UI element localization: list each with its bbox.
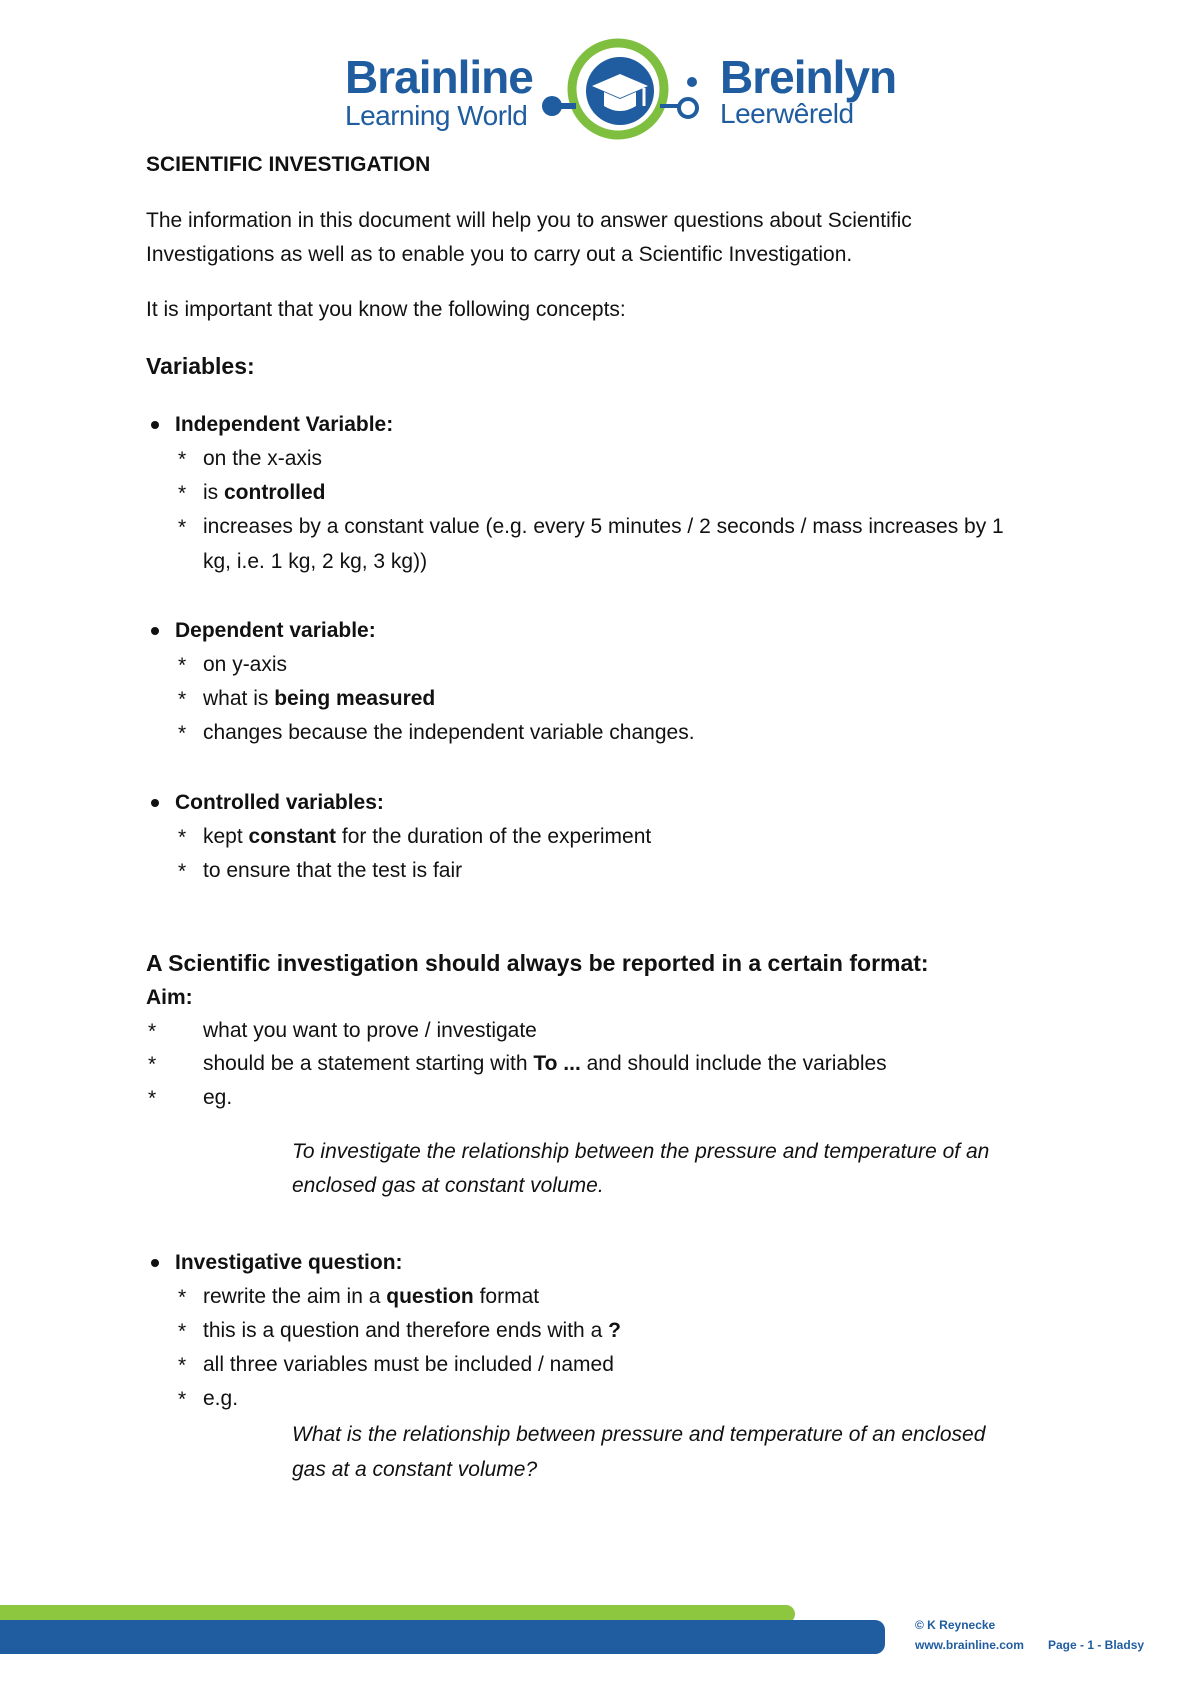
question-point-1-rest: format: [473, 1285, 540, 1308]
aim-example-line-1: To investigate the relationship between the pressure and temperature of an: [292, 1140, 990, 1163]
intro-text-line-1: The information in this document will help you to answer questions about Scientific: [146, 209, 912, 232]
question-point-2-bold: ?: [608, 1319, 621, 1342]
independent-point-2: [203, 478, 326, 508]
footer-website[interactable]: www.brainline.com: [915, 1638, 1024, 1652]
independent-point-2-text: is: [203, 481, 224, 504]
aim-label: Aim:: [146, 986, 193, 1009]
independent-point-3-line-1: increases by a constant value (e.g. every 5 minutes / 2 seconds / mass increases by 1: [203, 515, 1004, 538]
controlled-variables-label: Controlled variables:: [175, 791, 384, 814]
dependent-point-2-bold: being measured: [274, 687, 436, 710]
graduation-cap-logo-icon: [540, 36, 710, 146]
independent-point-2-bold: controlled: [224, 481, 326, 504]
format-heading: A Scientific investigation should always be reported in a certain format:: [146, 950, 929, 976]
brand-name-af: Breinlyn: [720, 51, 897, 103]
question-point-2-text: this is a question and therefore ends with a: [203, 1319, 609, 1342]
star-bullet: *: [178, 448, 187, 471]
footer-copyright: © K Reynecke: [915, 1618, 996, 1632]
controlled-point-2: to ensure that the test is fair: [203, 859, 463, 882]
investigative-question-label: Investigative question:: [175, 1251, 403, 1274]
dependent-point-2-text: what is: [203, 687, 275, 710]
dependent-point-3: changes because the independent variable changes.: [203, 721, 695, 744]
brand-tagline-en: Learning World: [345, 100, 528, 131]
question-point-1: [203, 1282, 539, 1312]
controlled-point-1-text: kept: [203, 825, 249, 848]
controlled-point-1-rest: for the duration of the experiment: [336, 825, 652, 848]
question-point-4: e.g.: [203, 1387, 239, 1410]
document-title: SCIENTIFIC INVESTIGATION: [146, 153, 431, 176]
brand-tagline-af: Leerwêreld: [720, 98, 854, 129]
aim-point-2-bold: To ...: [533, 1052, 581, 1075]
star-bullet: *: [178, 482, 187, 505]
question-point-1-bold: question: [386, 1285, 474, 1308]
bullet-icon: [151, 627, 159, 635]
aim-point-2: [203, 1049, 887, 1079]
star-bullet: *: [148, 1087, 157, 1110]
star-bullet: *: [178, 1388, 187, 1411]
aim-point-3: eg.: [203, 1086, 233, 1109]
star-bullet: *: [178, 722, 187, 745]
aim-example-line-2: enclosed gas at constant volume.: [292, 1174, 604, 1197]
brand-name-en: Brainline: [345, 51, 533, 103]
question-example-line-1: What is the relationship between pressure and temperature of an enclosed: [292, 1423, 986, 1446]
question-point-3: all three variables must be included / named: [203, 1353, 614, 1376]
star-bullet: *: [148, 1020, 157, 1043]
independent-point-1: on the x-axis: [203, 447, 323, 470]
bullet-icon: [151, 421, 159, 429]
star-bullet: *: [178, 1320, 187, 1343]
star-bullet: *: [178, 654, 187, 677]
controlled-point-1-bold: constant: [248, 825, 337, 848]
question-point-1-text: rewrite the aim in a: [203, 1285, 387, 1308]
star-bullet: *: [178, 826, 187, 849]
intro-text-line-2: Investigations as well as to enable you to carry out a Scientific Investigation.: [146, 243, 853, 266]
aim-point-1: what you want to prove / investigate: [203, 1019, 537, 1042]
dependent-point-1: on y-axis: [203, 653, 288, 676]
independent-variable-label: Independent Variable:: [175, 413, 394, 436]
bullet-icon: [151, 799, 159, 807]
star-bullet: *: [178, 1286, 187, 1309]
question-example-line-2: gas at a constant volume?: [292, 1458, 538, 1481]
concepts-text: It is important that you know the following concepts:: [146, 298, 626, 321]
question-point-2: [203, 1316, 621, 1346]
dependent-variable-label: Dependent variable:: [175, 619, 376, 642]
bullet-icon: [151, 1259, 159, 1267]
footer-blue-bar: [0, 1620, 885, 1654]
star-bullet: *: [148, 1053, 157, 1076]
star-bullet: *: [178, 688, 187, 711]
independent-point-3-line-2: kg, i.e. 1 kg, 2 kg, 3 kg)): [203, 550, 428, 573]
star-bullet: *: [178, 1354, 187, 1377]
variables-heading: Variables:: [146, 353, 255, 379]
footer-page-number: Page - 1 - Bladsy: [1048, 1638, 1145, 1652]
aim-point-2-rest: and should include the variables: [580, 1052, 887, 1075]
star-bullet: *: [178, 516, 187, 539]
aim-point-2-text: should be a statement starting with: [203, 1052, 534, 1075]
dependent-point-2: [203, 684, 435, 714]
controlled-point-1: [203, 822, 651, 852]
star-bullet: *: [178, 860, 187, 883]
